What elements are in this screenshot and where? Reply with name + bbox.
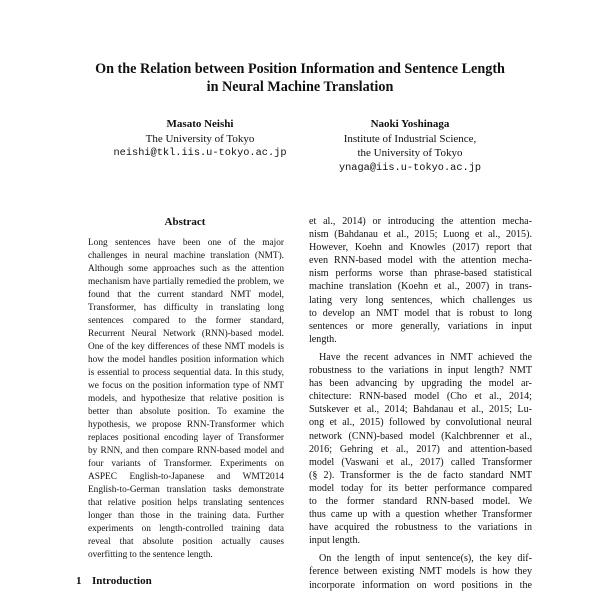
author-affiliation-line-1: Institute of Industrial Science, [343,132,477,145]
author-block-1 [80,117,320,161]
author-affiliation-line-2: the University of Tokyo [357,147,463,159]
text-line: However, Koehn and Knowles (2017) report that [309,242,532,254]
text-line: On the length of input sentence(s), the key dif- [319,553,532,565]
author-block-2 [310,117,510,175]
text-line: to the former standard RNN-based model. We [309,495,532,507]
title-line-2: in Neural Machine Translation [206,79,394,95]
text-line: Have the recent advances in NMT achieved the [319,351,532,363]
section-heading [76,575,152,587]
text-line: network (CNN)-based model (Kalchbrenner et al., [309,430,532,442]
section-number: 1 [76,575,82,587]
text-line: model (Vaswani et al., 2017) called Transformer [309,456,532,468]
text-line: lating very long sentences, which challenges us [309,294,532,306]
text-line: ong et al., 2015) followed by convolutional neural [309,417,532,429]
text-line: thus came up with a question whether Transformer [309,509,532,521]
text-line: machine translation (Koehn et al., 2007) in trans- [309,281,532,293]
text-line: model today for its better performance compared [309,482,532,494]
paragraph-2 [309,351,532,547]
text-line: sentences or more generally, variations in input [309,320,532,332]
text-line: et al., 2014) or introducing the attention mecha- [309,216,532,227]
text-line: incorporate information on word positions in the [309,579,532,591]
author-email[interactable]: ynaga@iis.u-tokyo.ac.jp [338,161,482,174]
text-line: nism (Bahdanau et al., 2015; Luong et al., 2015). [309,229,532,241]
text-line: 2016; Gehring et al., 2017) and attention-based [309,443,532,455]
text-line: even RNN-based model with the attention mecha- [309,255,532,267]
abstract-heading: Abstract [164,216,206,228]
paragraph-1 [309,215,532,346]
text-line: robustness to the variations in input length? NMT [309,365,532,377]
paper-title [60,60,540,96]
author-email[interactable]: neishi@tkl.iis.u-tokyo.ac.jp [113,147,287,159]
right-column-body [309,215,532,597]
text-line: ference between existing NMT models is how they [309,566,532,578]
text-line: has been advancing by upgrading the model ar- [309,378,532,390]
author-affiliation: The University of Tokyo [145,132,255,145]
paragraph-3 [309,552,532,591]
title-line-1: On the Relation between Position Information and Sentence Length [95,61,505,77]
text-line: Sutskever et al., 2014; Bahdanau et al., 2015; Lu- [309,404,532,416]
abstract-text: Long sentences have been one of the major challenges in neural machine translation (NMT). Although some approaches such as the attention mechanism have partially remedied the problem, we found that the current standard NMT model, Transformer, has difficulty in translating long sentences compared to the former standard, Recurrent Neural Network (RNN)-based model. One of the key differences of these NMT models is how the model handles position information which is essential to process sequential data. In this study, we focus on the position information type of NMT models, and hypothesize that relative position is better than absolute position. To examine the hypothesis, we propose RNN-Transformer which replaces positional encoding layer of Transformer by RNN, and then compare RNN-based model and four variants of Transformer. Experiments on ASPEC English-to-Japanese and WMT2014 English-to-German translation tasks demonstrate that relative position helps translating sentences longer than those in the training data. Further experiments on length-controlled training data reveal that absolute position actually causes overfitting to the sentence length. [88,238,284,561]
author-name: Masato Neishi [166,118,234,130]
text-line: have acquired the robustness to the variations in [309,522,532,534]
author-name: Naoki Yoshinaga [370,118,450,130]
text-line: (§ 2). Transformer is the de facto standard NMT [309,469,532,481]
section-title: Introduction [92,575,152,587]
text-line: nism performs worse than phrase-based statistical [309,268,532,280]
text-line: input length. [309,535,361,547]
text-line: length. [309,333,337,345]
text-line: to develop an NMT model that is robust to long [309,307,532,319]
text-line: chitecture: RNN-based model (Cho et al., 2014; [309,391,532,403]
